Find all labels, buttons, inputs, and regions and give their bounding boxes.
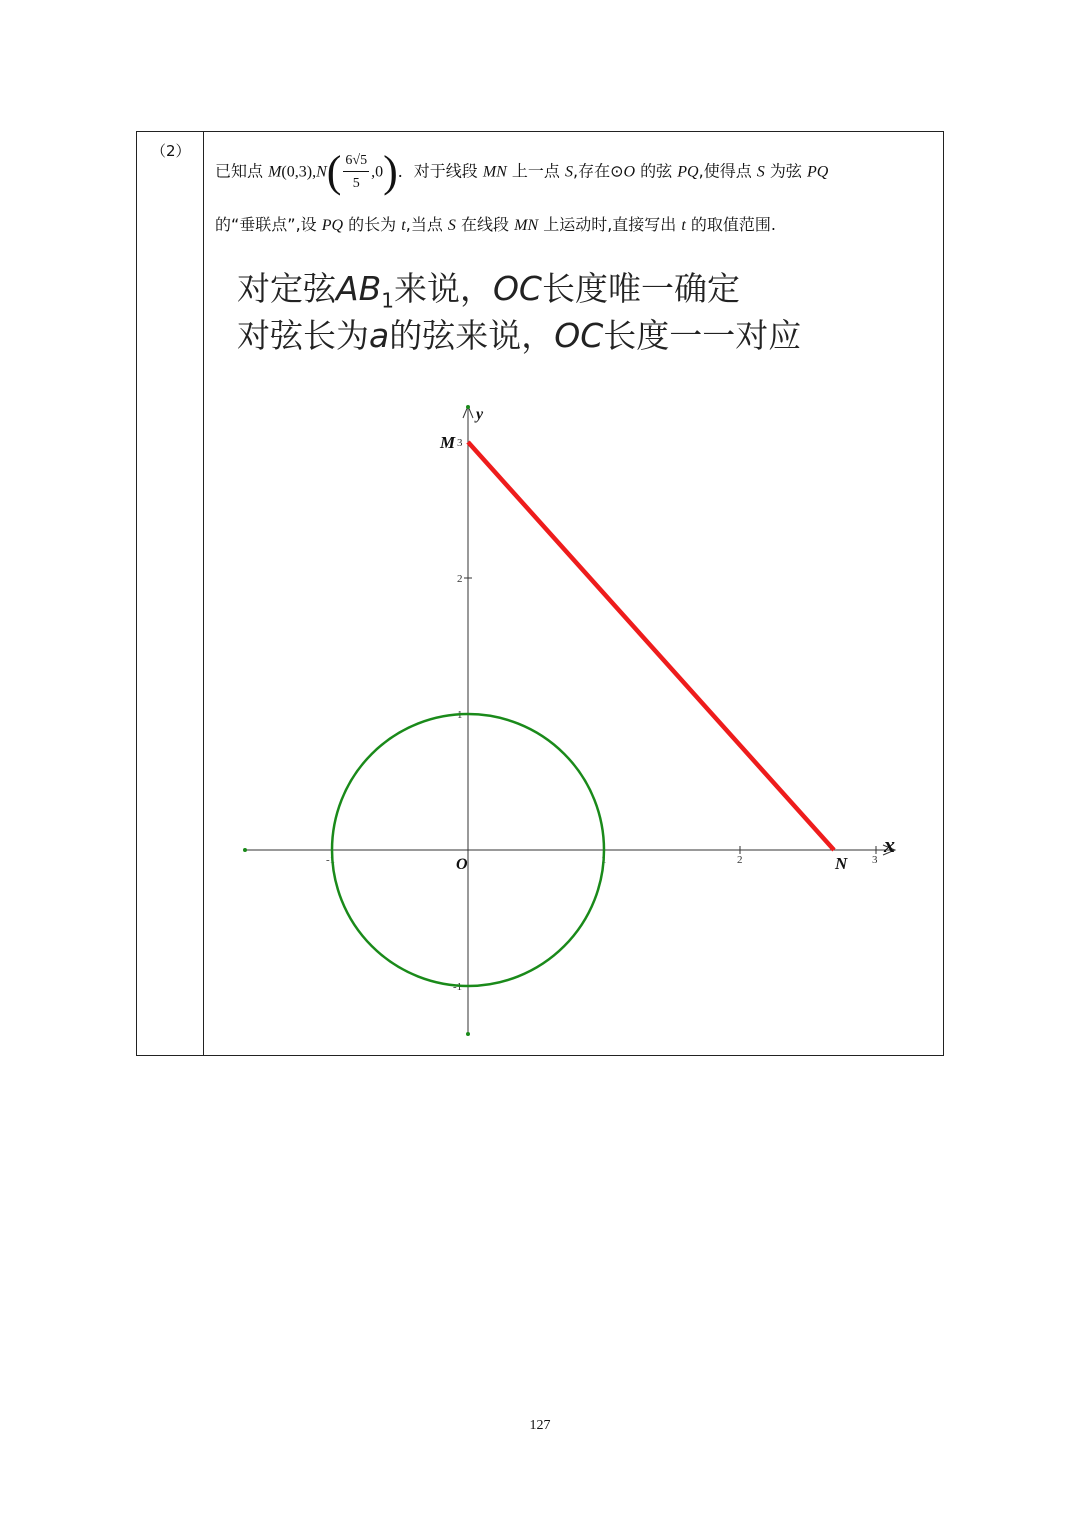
fraction-6-sqrt5-over-5: $\frac{6√5}{5}$: [345, 152, 368, 191]
y-axis-label: y: [476, 406, 484, 423]
question-number: （2）: [151, 142, 191, 160]
y-axis-end-point: [466, 1032, 470, 1036]
y-tick-label: -1: [453, 981, 463, 993]
x-tick-label: 3: [872, 854, 878, 866]
origin-label: O: [456, 856, 468, 873]
question-text-line-1: 已知点 M(0,3),N( $\frac{6√5}{5}$ ,0)．对于线段 MN 上一点 S,存在⊙O 的弦 PQ,使得点 S 为弦 PQ: [215, 147, 829, 196]
point-m-label: M: [440, 433, 456, 452]
annotation-line-2: 对弦长为a的弦来说，OC长度一一对应: [237, 316, 802, 355]
question-text-line-2: 的“垂联点”,设 PQ 的长为 t,当点 S 在线段 MN 上运动时,直接写出 t 的取值范围.: [215, 215, 777, 234]
x-tick-label: 1: [601, 854, 607, 866]
segment-mn: [468, 442, 834, 850]
x-tick-label: 2: [737, 854, 743, 866]
x-tick-label: -1: [326, 854, 336, 866]
x-axis-label: x: [884, 832, 895, 857]
y-tick-label: 3: [457, 437, 463, 449]
x-axis-end-point: [243, 848, 247, 852]
page-number: 127: [529, 1418, 551, 1433]
annotation-line-1: 对定弦$AB_1$来说，OC长度唯一确定: [237, 269, 740, 313]
y-axis-top-point: [466, 405, 470, 409]
y-tick-label: 2: [457, 573, 463, 585]
y-tick-label: 1: [457, 709, 463, 721]
point-n-label: N: [835, 854, 848, 873]
